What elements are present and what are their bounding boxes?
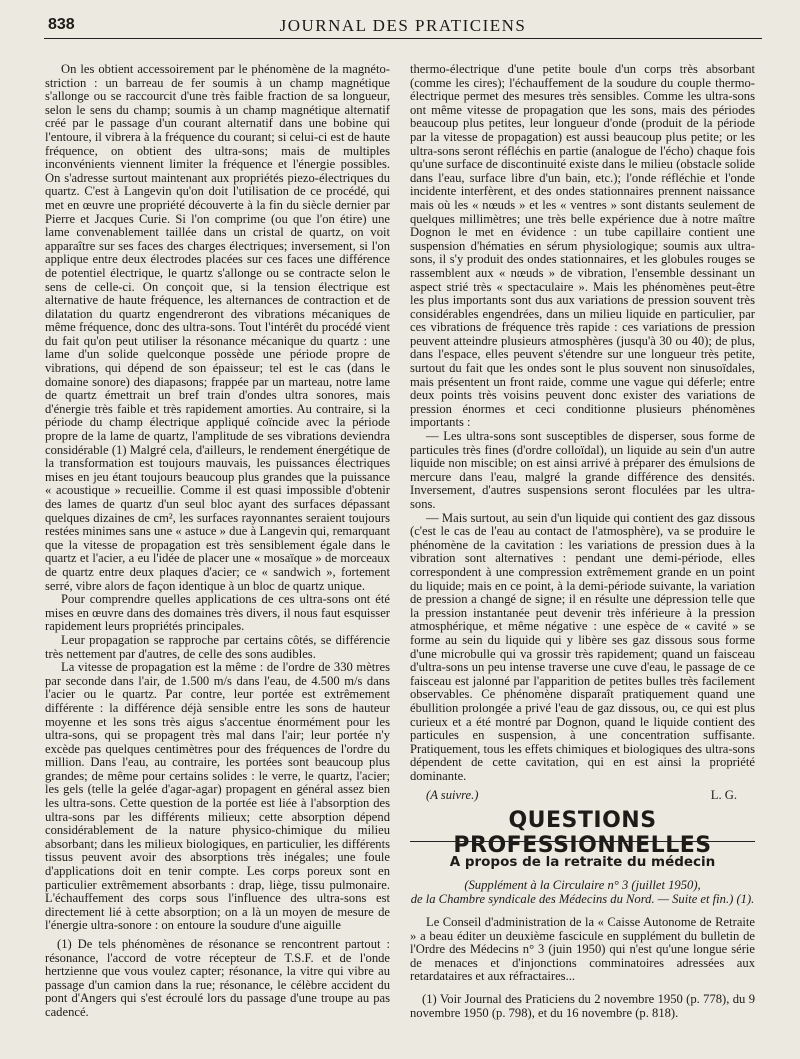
- article-title: A propos de la retraite du médecin: [449, 854, 716, 870]
- right-paragraph-3: — Mais surtout, au sein d'un liquide qui contient des gaz dissous (c'est le cas de l'eau au contact de l'atmosphère), va se produire le phénomène de la cavitation : les variations de pression dues à la vibration sont alternatives : pendant une demi-période, elles correspondent à une compression extrêmement grande en un point du liquide; mais en ce point, à la demi-période suivante, la variation de pression a changé de signe; il en résulte une dépression telle que la pression instantanée peut devenir très inférieure à la pression atmosphérique, et même négative : une espèce de « cavité » se forme au sein du liquide qui y libère ses gaz dissous sous forme d'une microbulle qui va grossir très rapidement; quand un faisceau d'ultra-sons un peu intense traverse une cuve d'eau, le passage de ce faisceau est jalonné par l'apparition de petites bulles très facilement observables. Ce phénomène disparaît pratiquement quand une ébullition prolongée a privé l'eau de gaz dissous, ou, ce qui est plus curieux et a été montré par Dognon, quand le liquide contient des particules en suspension, à une concentration suffisante. Pratiquement, tous les effets chimiques et biologiques des ultra-sons dépendent de cette cavitation, qui en est ainsi la propriété dominante.: [410, 510, 755, 783]
- right-column: [410, 63, 755, 803]
- left-paragraph-3: Leur propagation se rapproche par certains côtés, se différencie très nettement par d'autres, de celle des sons audibles.: [45, 632, 390, 661]
- journal-title: JOURNAL DES PRATICIENS: [279, 16, 527, 35]
- section-heading: QUESTIONS PROFESSIONNELLES: [453, 808, 712, 858]
- source-note-line-1: (Supplément à la Circulaire n° 3 (juillet 1950),: [464, 878, 701, 892]
- page-header: [44, 14, 762, 39]
- left-paragraph-1: On les obtient accessoirement par le phénomène de la magnéto-striction : un barreau de fer soumis à un champ magnétique s'allonge ou se raccourcit d'une très faible fraction de sa longueur, selon le sens du champ; soumis à un champ magnétique alternatif créé par le passage d'un courant alternatif dans une bobine qui l'entoure, il vibrera à la fréquence du courant; si celui-ci est de haute fréquence, on obtient des ultra-sons; mais de multiples inconvénients viennent limiter la fréquence et l'énergie possibles. On s'adresse surtout maintenant aux propriétés piezo-électriques du quartz. C'est à Langevin qu'on doit l'utilisation de ce procédé, qui met en œuvre une propriété découverte à la fin du siècle dernier par Pierre et Jacques Curie. Si l'on comprime (ou que l'on étire) une lame convenablement taillée dans un cristal de quartz, on voit apparaître sur ses faces des charges électriques; inversement, si l'on applique entre deux électrodes placées sur ces faces une différence de potentiel électrique, le quartz s'allonge ou se contracte selon le sens de celle-ci. On conçoit que, si la tension électrique est alternative de haute fréquence, les alternances de contraction et de dilatation du quartz engendreront des vibrations mécaniques de même fréquence, donc des ultra-sons. Tout l'intérêt du procédé vient du fait qu'on peut utiliser la résonance mécanique du quartz : une lame d'un solide quelconque possède une période propre de vibrations, qui dépend de son épaisseur; tel est le cas (dans le domaine sonore) des diapasons; frappée par un marteau, notre lame de quartz émettrait un bref train d'ondes ultra sonores, mais d'énergie très faible et très rapidement amorties. Au contraire, si la période du champ électrique appliqué coïncide avec la période propre de la lame de quartz, l'amplitude de ses vibrations deviendra considérable (1) Malgré cela, d'ailleurs, le rendement énergétique de la transformation est toujours mauvais, les puissances électriques mises en jeu étant toujours beaucoup plus grandes que la puissance « acoustique » recueillie. Comme il est quasi impossible d'obtenir des lames de quartz d'un seul bloc ayant des surfaces dépassant quelques dizaines de cm², les surfaces rayonnantes seraient toujours restées minimes sans une « astuce » due à Langevin qui, remarquant que la vitesse de propagation est très sensiblement égale dans le quartz et l'acier, a eu l'idée de placer une « mosaïque » de morceaux de quartz entre deux plaques d'acier; ce « sandwich », fortement serré, vibre alors de façon identique à un bloc de quartz unique.: [45, 62, 390, 593]
- left-footnote: [45, 938, 390, 1020]
- left-footnote-text: (1) De tels phénomènes de résonance se rencontrent partout : résonance, l'accord de votre récepteur de T.S.F. et de l'onde hertzienne que vous voulez capter; résonance, la vitre qui vibre au passage d'un camion dans la rue; résonance, le célèbre accident du pont d'Angers qui s'est écroulé lors du passage d'une troupe au pas cadencé.: [45, 937, 390, 1019]
- article-body: [410, 916, 755, 984]
- article-source-note: [410, 878, 755, 906]
- source-note-line-2: de la Chambre syndicale des Médecins du Nord. — Suite et fin.) (1).: [410, 892, 755, 906]
- page-number: 838: [48, 16, 75, 33]
- right-footnote-text: (1) Voir Journal des Praticiens du 2 novembre 1950 (p. 778), du 9 novembre 1950 (p. 798), et du 16 novembre (p. 818).: [410, 992, 755, 1020]
- article-paragraph: Le Conseil d'administration de la « Caisse Autonome de Retraite » a beau éditer un deuxième fascicule en supplément du bulletin de l'Ordre des Médecins n° 3 (juin 1950) qui n'est qu'une longue série de menaces et d'injonctions comminatoires adressées aux retardataires et aux réfractaires...: [410, 915, 755, 984]
- left-paragraph-4: La vitesse de propagation est la même : de l'ordre de 330 mètres par seconde dans l'air, de 1.500 m/s dans l'eau, de 4.500 m/s dans l'acier ou le quartz. Par contre, leur portée est extrêmement différente : la différence déjà sensible entre les sons de hauteur moyenne et les sons très aigus s'accentue énormément pour les ultra-sons, qui se propagent très mal dans l'air; leur portée n'y excède pas quelques centimètres pour des fréquences de l'ordre du million. Dans l'eau, au contraire, les portées sont beaucoup plus grandes; de même pour certains solides : le verre, le quartz, l'acier; les gels (telle la gelée d'agar-agar) propagent en général assez bien les ultra-sons. Cette question de la portée est liée à l'absorption des ultra-sons par les différents milieux; cette absorption dépend considérablement de la nature physico-chimique du milieu absorbant; dans les milieux biologiques, en particulier, les différents tissus peuvent avoir des absorptions très inégales; une foule d'applications doit en tenir compte. Les corps poreux sont en particulier extrêmement absorbants : drap, liège, tissu pulmonaire. L'échauffement des corps sous l'influence des ultra-sons est directement lié à cette absorption; on a là un moyen de mesure de l'énergie ultra-sonore : on entoure la soudure d'une aiguille: [45, 660, 390, 933]
- left-column: [45, 63, 390, 933]
- to-be-continued: (A suivre.): [426, 788, 479, 803]
- left-paragraph-2: Pour comprendre quelles applications de ces ultra-sons ont été mises en œuvre dans des domaines très divers, il nous faut esquisser rapidement leurs propriétés principales.: [45, 592, 390, 634]
- right-paragraph-2: — Les ultra-sons sont susceptibles de disperser, sous forme de particules très fines (d'ordre colloïdal), un liquide au sein d'un autre liquide non miscible; on est ainsi arrivé à préparer des émulsions de mercure dans l'eau, malgré la grande différence des densités. Inversement, d'autres suspensions seront floculées par les ultra-sons.: [410, 429, 755, 511]
- article-signoff: [410, 789, 755, 803]
- author-signature: L. G.: [710, 788, 737, 803]
- right-footnote: [410, 993, 755, 1020]
- right-paragraph-1: thermo-électrique d'une petite boule d'un corps très absorbant (comme les cires); l'échauffement de la soudure du couple thermo-électrique permet des mesures très sensibles. Comme les ultra-sons ont même vitesse de propagation que les sons, mais des périodes beaucoup plus petites, leur longueur d'onde (produit de la période par la vitesse de propagation) est aussi beaucoup plus petite; or les ultra-sons seront réfléchis en partie (analogue de l'écho) chaque fois qu'une surface de discontinuité existe dans le milieu (obstacle solide dans l'eau, surface libre d'un bain, etc.); l'onde réfléchie et l'onde incidente interfèrent, et des ondes stationnaires prennent naissance mais où les « nœuds » et les « ventres » sont distants seulement de quelques millimètres; une très belle expérience due à notre maître Dognon le met en évidence : un tube capillaire contient une suspension d'hématies en sérum physiologique; soumis aux ultra-sons, il s'y produit des ondes stationnaires, et les globules rouges se rassemblent aux « nœuds » de vibration, l'ensemble dessinant un aspect strié très « spectaculaire ». Mais les phénomènes peut-être les plus importants sont dus aux variations de pression souvent très considérables engendrées, dans un milieu liquide en particulier, par ces vibrations de fréquence très rapide : ces variations de pression peuvent atteindre plusieurs atmosphères (jusqu'à 30 ou 40); de plus, dans l'espace, elles peuvent s'étendre sur une longueur très petite, surtout du fait que les ondes sont le plus souvent non sinusoïdales, mais présentent un front raide, comme une vague qui déferle; entre deux points très voisins peuvent donc exister des variations de pression énormes et ceci conditionne plusieurs phénomènes importants :: [410, 62, 755, 430]
- section-rule: [410, 841, 755, 842]
